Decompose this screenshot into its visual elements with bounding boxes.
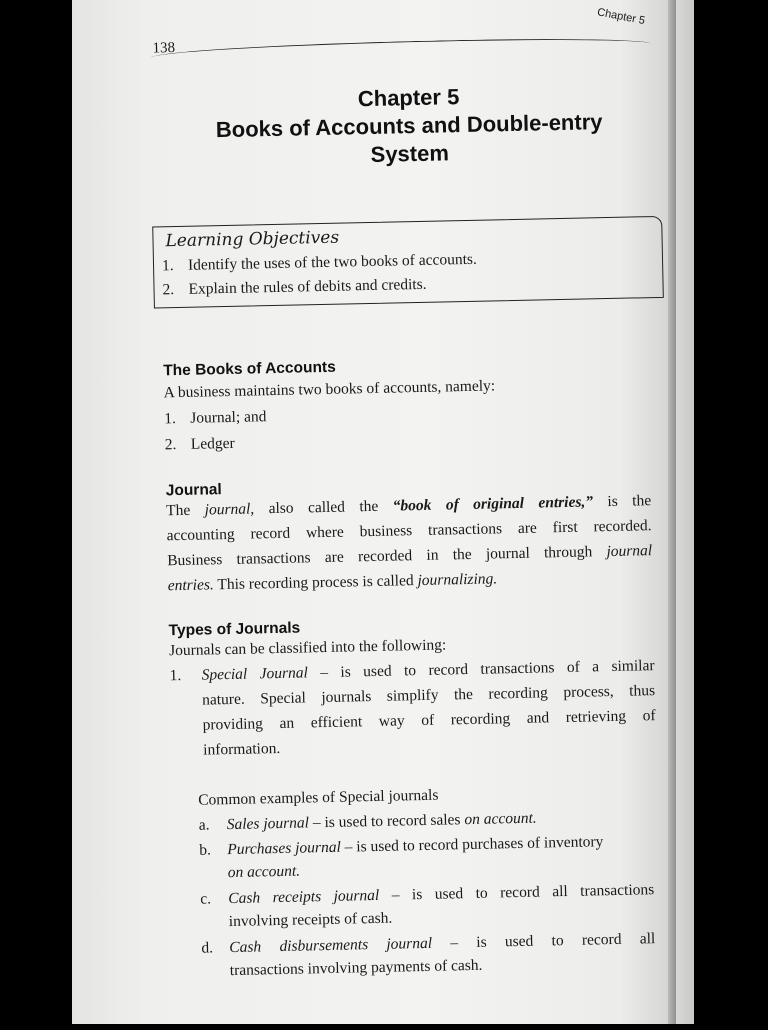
- term-on-account: on account.: [464, 809, 537, 829]
- objective-text: Explain the rules of debits and credits.: [188, 275, 427, 298]
- adjacent-page-edge: [676, 0, 694, 1024]
- special-journal-line-4: information.: [203, 739, 281, 759]
- books-intro: A business maintains two books of accounts, namely:: [163, 377, 496, 402]
- term-purchases-journal: Purchases journal: [227, 838, 341, 859]
- page-content: [62, 0, 679, 1030]
- text-run: Business transactions are recorded in the journal through: [167, 543, 593, 570]
- term-journalizing: journalizing.: [417, 570, 498, 590]
- examples-heading: Common examples of Special journals: [198, 786, 439, 809]
- journal-line-1: [166, 492, 651, 520]
- text-run: – is used to record purchases of inventory: [340, 833, 604, 856]
- books-item-text: Ledger: [190, 434, 235, 453]
- types-intro: Journals can be classified into the following:: [168, 636, 447, 660]
- objectives-label: Learning Objectives: [165, 227, 340, 252]
- text-run: – is used to record transactions of a similar: [307, 657, 655, 682]
- page-number: 138: [152, 40, 176, 57]
- special-journal-line-1: [201, 657, 654, 684]
- objective-item: [162, 251, 477, 276]
- example-sales-journal: [227, 810, 537, 834]
- text-run: – is used to record all transactions: [379, 881, 655, 904]
- example-cash-receipts-journal: [228, 881, 654, 908]
- chapter-number: Chapter 5: [357, 84, 460, 112]
- objective-number: 2.: [162, 281, 175, 299]
- header-rule: [150, 36, 650, 65]
- term-cash-disbursements-journal: Cash disbursements journal: [229, 934, 433, 957]
- term-entries: entries.: [167, 576, 214, 595]
- text-run: – is used to record sales: [308, 811, 465, 832]
- example-letter: a.: [198, 816, 210, 834]
- journal-line-2: accounting record where business transactions are first recorded.: [166, 517, 652, 545]
- objective-item: [162, 276, 426, 300]
- books-item-number: 2.: [164, 436, 177, 454]
- books-item: [165, 435, 235, 454]
- chapter-title-line2: System: [370, 140, 450, 167]
- term-journal-entries: journal: [606, 542, 653, 561]
- example-purchases-journal: [227, 833, 603, 859]
- example-letter: d.: [201, 939, 214, 957]
- books-heading: The Books of Accounts: [163, 358, 336, 380]
- types-item-number: 1.: [169, 667, 182, 685]
- books-item: [164, 408, 267, 428]
- example-cash-receipts-line-2: involving receipts of cash.: [228, 909, 393, 931]
- special-journal-line-2: nature. Special journals simplify the recording process, thus: [201, 682, 656, 709]
- term-on-account: on account.: [227, 862, 301, 882]
- journal-line-3: [167, 542, 652, 570]
- types-heading: Types of Journals: [168, 619, 301, 640]
- objective-text: Identify the uses of the two books of accounts.: [187, 250, 478, 274]
- learning-objectives-box: [152, 216, 664, 309]
- example-letter: b.: [199, 841, 212, 859]
- term-special-journal: Special Journal: [201, 664, 309, 684]
- term-sales-journal: Sales journal: [226, 814, 310, 834]
- example-letter: c.: [200, 890, 212, 908]
- example-cash-disbursements-journal: [229, 930, 655, 957]
- chapter-title: [173, 79, 645, 173]
- objective-number: 1.: [161, 257, 174, 275]
- text-run: This recording process is called: [217, 572, 414, 594]
- term-journal: journal,: [204, 500, 255, 519]
- books-item-number: 1.: [164, 410, 177, 428]
- term-book-of-original-entries: “book of original entries,”: [392, 493, 594, 515]
- term-cash-receipts-journal: Cash receipts journal: [228, 886, 380, 908]
- running-head: Chapter 5: [596, 6, 646, 28]
- journal-heading: Journal: [165, 481, 222, 500]
- book-page: [72, 0, 668, 1024]
- text-run: – is used to record all: [431, 930, 656, 952]
- text-run: The: [166, 501, 191, 520]
- books-item-text: Journal; and: [190, 408, 267, 427]
- chapter-title-line1: Books of Accounts and Double-entry: [215, 109, 603, 143]
- text-run: also called the: [268, 497, 379, 518]
- text-run: is the: [607, 492, 652, 511]
- example-purchases-journal-line-2: [228, 863, 301, 883]
- example-cash-disbursements-line-2: transactions involving payments of cash.: [229, 956, 483, 980]
- journal-line-4: [168, 570, 498, 595]
- special-journal-line-3: providing an efficient way of recording and retrieving of: [202, 707, 656, 734]
